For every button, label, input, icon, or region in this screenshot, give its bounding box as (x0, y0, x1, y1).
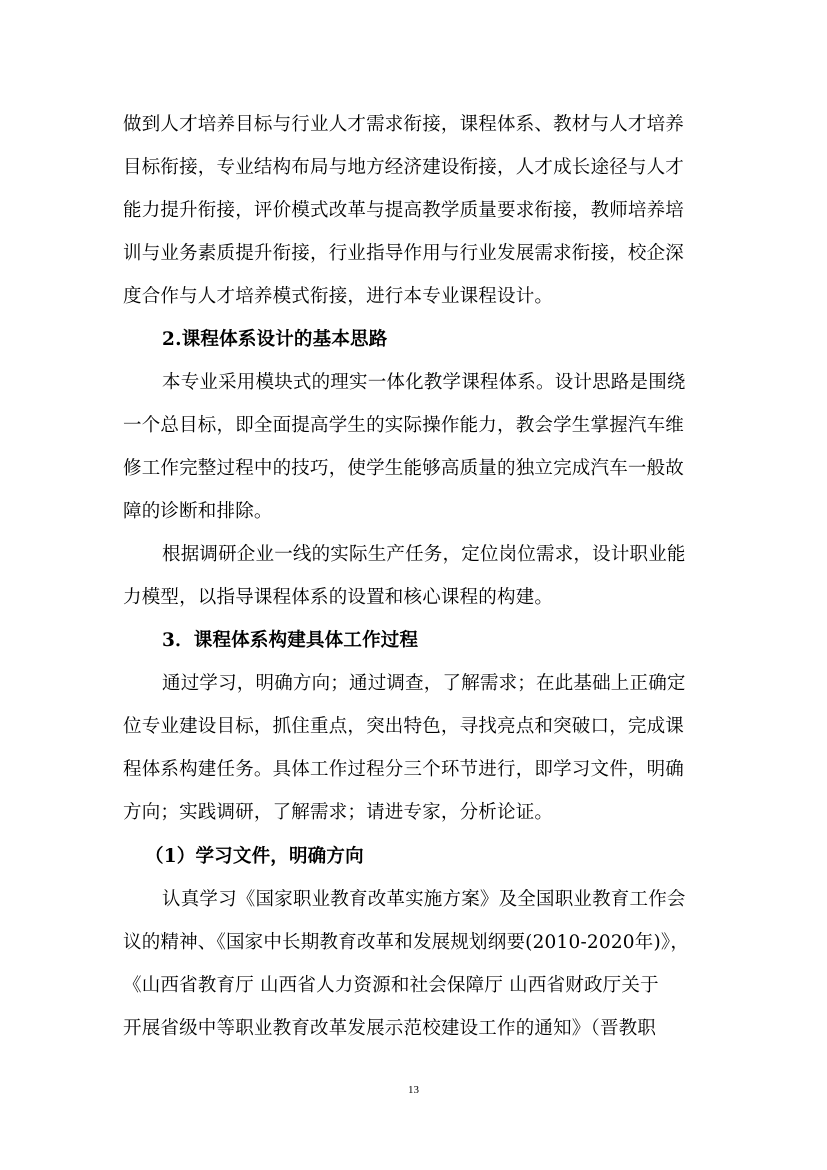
paragraph-line: 做到人才培养目标与行业人才需求衔接，课程体系、教材与人才培养 (123, 114, 685, 135)
paragraph-line: 修工作完整过程中的技巧，使学生能够高质量的独立完成汽车一般故 (123, 458, 685, 479)
paragraph-line: 目标衔接，专业结构布局与地方经济建设衔接，人才成长途径与人才 (123, 157, 685, 178)
paragraph-line: 力模型，以指导课程体系的设置和核心课程的构建。 (123, 587, 554, 608)
paragraph-line: 位专业建设目标，抓住重点，突出特色，寻找亮点和突破口，完成课 (123, 716, 685, 737)
paragraph-line: 通过学习，明确方向；通过调查，了解需求；在此基础上正确定 (162, 673, 686, 694)
paragraph-line: 度合作与人才培养模式衔接，进行本专业课程设计。 (123, 286, 554, 307)
paragraph-line: 根据调研企业一线的实际生产任务，定位岗位需求，设计职业能 (162, 544, 686, 565)
paragraph-line: 障的诊断和排除。 (123, 501, 273, 522)
paragraph-line: 议的精神、《国家中长期教育改革和发展规划纲要(2010-2020年)》， (123, 932, 690, 953)
paragraph-line: 一个总目标，即全面提高学生的实际操作能力，教会学生掌握汽车维 (123, 415, 685, 436)
section-heading: 3．课程体系构建具体工作过程 (162, 630, 419, 651)
page-number: 13 (408, 1084, 419, 1096)
subsection-heading: （1）学习文件，明确方向 (145, 846, 364, 867)
paragraph-line: 能力提升衔接，评价模式改革与提高教学质量要求衔接，教师培养培 (123, 200, 685, 221)
paragraph-line: 本专业采用模块式的理实一体化教学课程体系。设计思路是围绕 (162, 372, 686, 393)
paragraph-line: 《山西省教育厅 山西省人力资源和社会保障厅 山西省财政厅关于 (123, 975, 659, 996)
section-heading: 2.课程体系设计的基本思路 (162, 329, 388, 350)
paragraph-line: 训与业务素质提升衔接，行业指导作用与行业发展需求衔接，校企深 (123, 243, 685, 264)
paragraph-line: 程体系构建任务。具体工作过程分三个环节进行，即学习文件，明确 (123, 759, 685, 780)
paragraph-line: 开展省级中等职业教育改革发展示范校建设工作的通知》（晋教职 (123, 1018, 657, 1039)
paragraph-line: 方向；实践调研，了解需求；请进专家，分析论证。 (123, 802, 554, 823)
paragraph-line: 认真学习《国家职业教育改革实施方案》及全国职业教育工作会 (162, 889, 686, 910)
